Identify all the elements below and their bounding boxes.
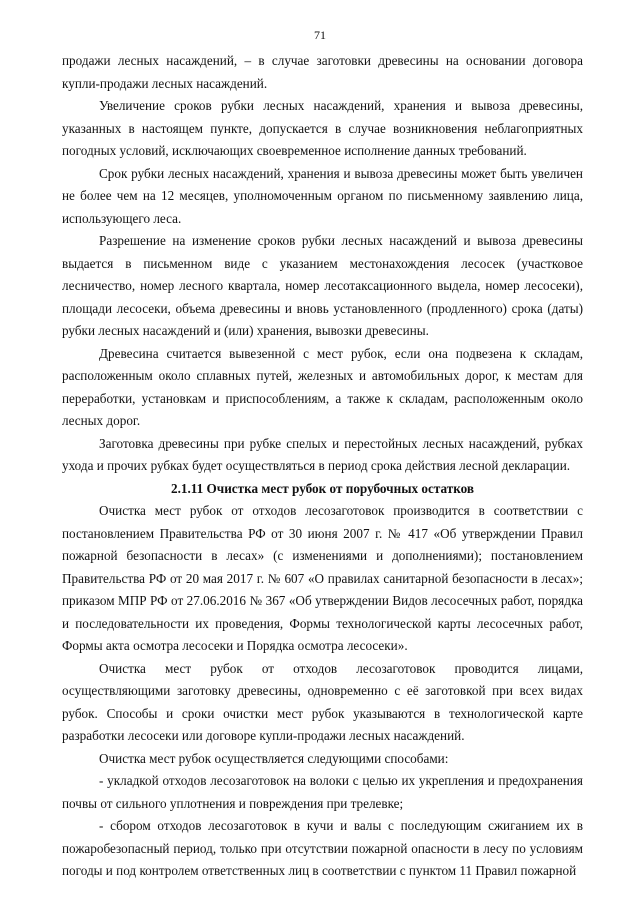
body-paragraph: Срок рубки лесных насаждений, хранения и вывоза древесины может быть увеличен не более чем на 12 месяцев, уполномоченным органом по письменному заявлению лица, использующего леса. xyxy=(62,165,583,226)
body-paragraph: Разрешение на изменение сроков рубки лесных насаждений и вывоза древесины выдается в письменном виде с указанием местонахождения лесосек (участковое лесничество, номер лесного квартала, номер лесотаксационного выдела, номер лесосеки), площади лесосеки, объема древесины и вновь установленного (продленного) срока (даты) рубки лесных насаждений и (или) хранения, вывозки древесины. xyxy=(62,233,583,338)
body-paragraph: Заготовка древесины при рубке спелых и перестойных лесных насаждений, рубках ухода и прочих рубках будет осуществляться в период срока действия лесной декларации. xyxy=(62,435,583,473)
body-paragraph: Очистка мест рубок осуществляется следующими способами: xyxy=(99,750,449,766)
section-heading: 2.1.11 Очистка мест рубок от порубочных остатков xyxy=(170,480,475,496)
page-body xyxy=(62,50,583,883)
body-paragraph: Очистка мест рубок от отходов лесозаготовок проводится лицами, осуществляющими заготовку древесины, одновременно с её заготовкой при всех видах рубок. Способы и сроки очистки мест рубок указываются в технологической карте разработки лесосеки или договоре купли-продажи лесных насаждений. xyxy=(62,660,583,743)
body-paragraph: Увеличение сроков рубки лесных насаждений, хранения и вывоза древесины, указанных в настоящем пункте, допускается в случае возникновения неблагоприятных погодных условий, исключающих своевременное исполнение данных требований. xyxy=(62,98,583,158)
body-paragraph: Древесина считается вывезенной с мест рубок, если она подвезена к складам, расположенным около сплавных путей, железных и автомобильных дорог, к местам для переработки, установкам и приспособлениям, а также к складам, расположенным около лесных дорог. xyxy=(62,345,583,428)
continuation-paragraph: продажи лесных насаждений, – в случае заготовки древесины на основании договора купли-продажи лесных насаждений. xyxy=(62,53,583,91)
page-number: 71 xyxy=(314,28,326,42)
list-item: - сбором отходов лесозаготовок в кучи и валы с последующим сжиганием их в пожаробезопасный период, только при отсутствии пожарной опасности в лесу по условиям погоды и под контролем ответственных лиц в соответствии с пунктом 11 Правил пожарной xyxy=(62,818,583,878)
body-paragraph: Очистка мест рубок от отходов лесозаготовок производится в соответствии с постановлением Правительства РФ от 30 июня 2007 г. № 417 «Об утверждении Правил пожарной безопасности в лесах» (с изменениями и дополнениями); постановлением Правительства РФ от 20 мая 2017 г. № 607 «О правилах санитарной безопасности в лесах»; приказом МПР РФ от 27.06.2016 № 367 «Об утверждении Видов лесосечных работ, порядка и последовательности их проведения, Формы технологической карты лесосечных работ, Формы акта осмотра лесосеки и Порядка осмотра лесосеки». xyxy=(62,503,583,653)
list-item: - укладкой отходов лесозаготовок на волоки с целью их укрепления и предохранения почвы от сильного уплотнения и повреждения при трелевке; xyxy=(62,773,583,811)
